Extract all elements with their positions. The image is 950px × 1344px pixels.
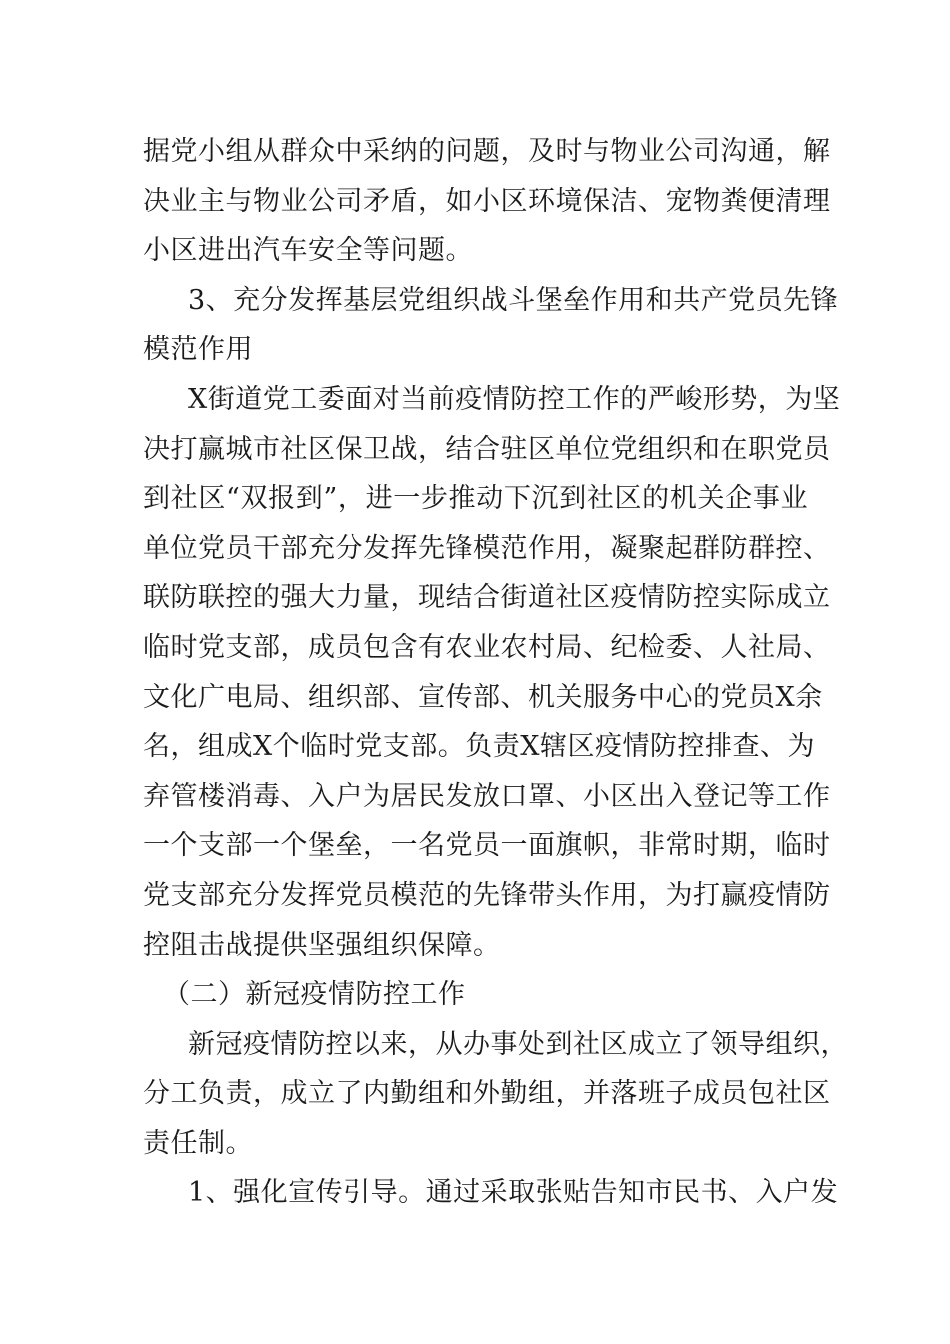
body-line: 联防联控的强大力量，现结合街道社区疫情防控实际成立 xyxy=(143,582,831,614)
section-heading-line: 模范作用 xyxy=(143,334,253,366)
body-line: 控阻击战提供坚强组织保障。 xyxy=(143,929,501,961)
body-line: X街道党工委面对当前疫情防控工作的严峻形势，为坚 xyxy=(188,383,841,415)
body-line: 单位党员干部充分发挥先锋模范作用，凝聚起群防群控、 xyxy=(143,532,831,564)
body-line: 党支部充分发挥党员模范的先锋带头作用，为打赢疫情防 xyxy=(143,879,831,911)
subsection-heading: （二）新冠疫情防控工作 xyxy=(163,979,466,1011)
document-body xyxy=(143,127,848,1218)
body-line: 新冠疫情防控以来，从办事处到社区成立了领导组织， xyxy=(188,1028,848,1060)
body-line: 到社区“双报到”，进一步推动下沉到社区的机关企事业 xyxy=(143,483,808,515)
body-line: 一个支部一个堡垒，一名党员一面旗帜，非常时期，临时 xyxy=(143,830,831,862)
body-line: 分工负责，成立了内勤组和外勤组，并落班子成员包社区 xyxy=(143,1078,831,1110)
body-line: 1、强化宣传引导。通过采取张贴告知市民书、入户发 xyxy=(188,1177,839,1209)
body-line: 决打赢城市社区保卫战，结合驻区单位党组织和在职党员 xyxy=(143,433,831,465)
body-line: 据党小组从群众中采纳的问题，及时与物业公司沟通，解 xyxy=(143,136,831,167)
section-heading-line: 3、充分发挥基层党组织战斗堡垒作用和共产党员先锋 xyxy=(188,284,839,316)
body-line: 文化广电局、组织部、宣传部、机关服务中心的党员X余 xyxy=(143,681,823,713)
body-line: 决业主与物业公司矛盾，如小区环境保洁、宠物粪便清理 xyxy=(143,185,831,217)
body-line: 小区进出汽车安全等问题。 xyxy=(143,235,473,267)
body-line: 临时党支部，成员包含有农业农村局、纪检委、人社局、 xyxy=(143,631,831,663)
body-line: 责任制。 xyxy=(143,1127,253,1159)
body-line: 弃管楼消毒、入户为居民发放口罩、小区出入登记等工作 xyxy=(143,780,831,812)
body-line: 名，组成X个临时党支部。负责X辖区疫情防控排查、为 xyxy=(143,731,815,763)
